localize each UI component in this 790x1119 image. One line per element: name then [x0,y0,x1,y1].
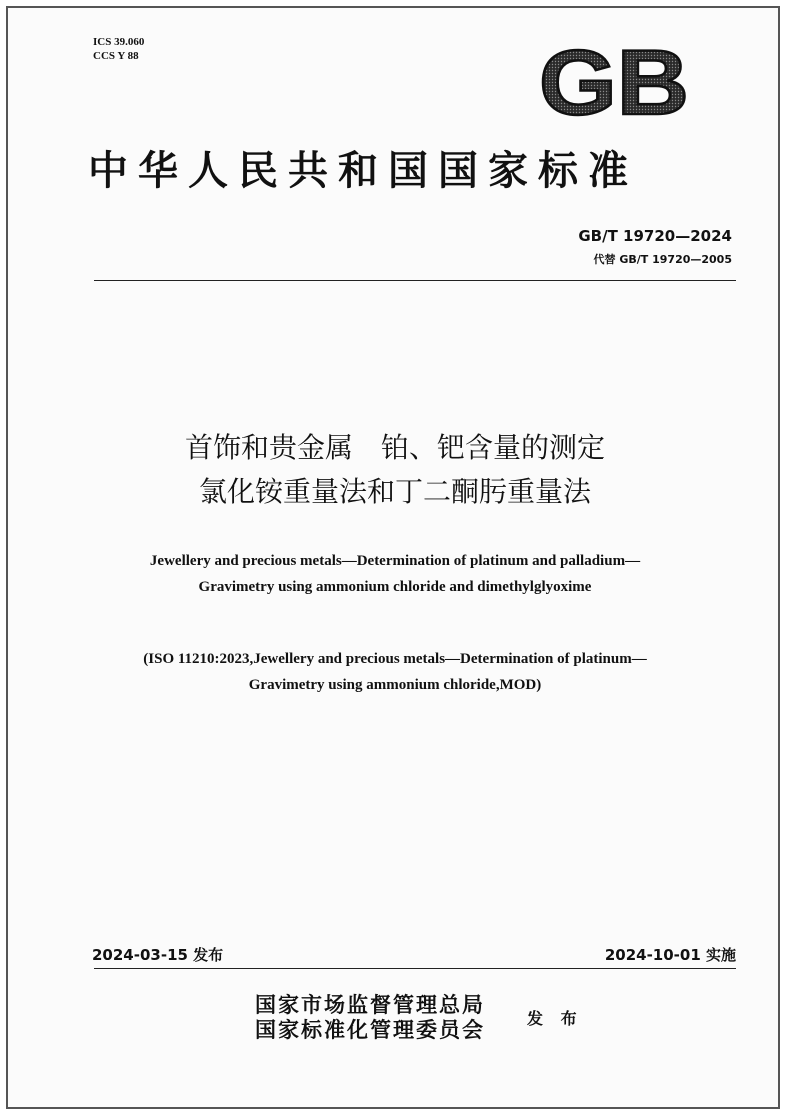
standard-number: GB/T 19720—2024 [578,227,732,245]
classification-codes [93,35,144,63]
iso-reference [40,646,750,698]
gb-logo-text: GB [539,42,689,122]
footer-divider [94,968,736,969]
issuing-authorities [255,992,485,1042]
header-divider [94,280,736,281]
gb-logo [536,42,692,122]
iso-reference-line-2: Gravimetry using ammonium chloride,MOD) [248,677,542,693]
issuer-sac: 国家标准化管理委员会 [255,1017,485,1042]
issue-date: 2024-03-15 发布 [92,946,224,964]
standard-number-block [578,226,732,268]
issued-label: 发 布 [527,1009,583,1028]
iso-reference-line-1: (ISO 11210:2023,Jewellery and precious metals—Determination of platinum— [143,651,647,667]
chinese-title-line-1: 首饰和贵金属 铂、钯含量的测定 [184,431,605,464]
chinese-title-line-2: 氯化铵重量法和丁二酮肟重量法 [198,475,591,508]
ics-code: ICS 39.060 [93,36,145,48]
english-title [40,548,750,600]
chinese-title [40,426,750,514]
english-title-line-1: Jewellery and precious metals—Determination of platinum and palladium— [149,553,641,569]
implementation-date: 2024-10-01 实施 [604,946,736,964]
issuer-samr: 国家市场监督管理总局 [255,992,485,1017]
national-standard-title: 中华人民共和国国家标准 [88,148,638,194]
english-title-line-2: Gravimetry using ammonium chloride and dimethylglyoxime [198,579,592,595]
replaces-standard: 代替 GB/T 19720—2005 [593,253,732,266]
ccs-code: CCS Y 88 [93,50,139,62]
